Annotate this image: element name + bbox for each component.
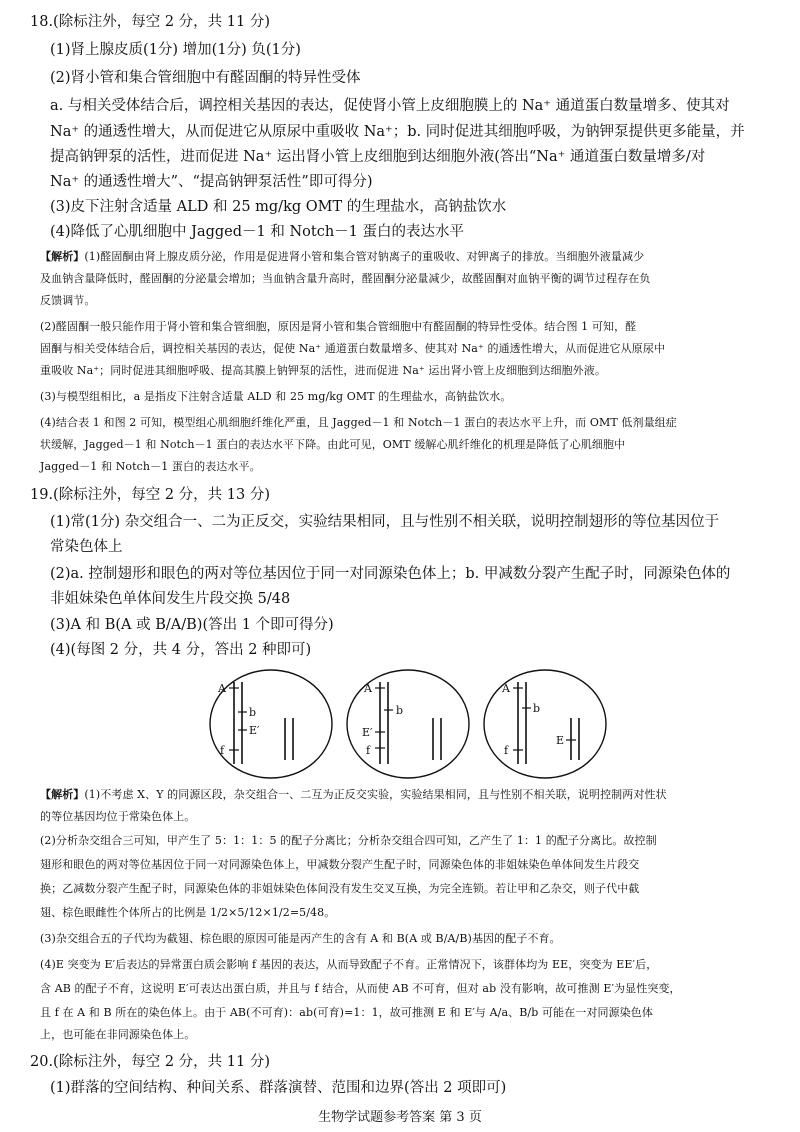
q19-answer-2-cont: 非姐妹染色单体间发生片段交换 5/48	[50, 591, 291, 607]
q19-analysis-3: (2)分析杂交组合三可知，甲产生了 5：1：1：5 的配子分离比；分析杂交组合四可知，乙产生了 1：1 的配子分离比。故控制	[40, 834, 657, 847]
gene-label-A: A	[218, 682, 226, 695]
cell-diagram-3	[484, 670, 606, 778]
q19-header: 19.(除标注外，每空 2 分，共 13 分)	[30, 487, 270, 503]
gene-label-f: f	[504, 744, 509, 757]
q18-analysis-1: 【解析】(1)醛固酮由肾上腺皮质分泌，作用是促进肾小管和集合管对钠离子的重吸收、对钾离子的排放。当细胞外液量减少	[40, 250, 645, 263]
q18-analysis-3: 反馈调节。	[40, 294, 96, 307]
q20-answer-1: (1)群落的空间结构、种间关系、群落演替、范围和边界(答出 2 项即可)	[50, 1080, 507, 1096]
q18-answer-2a-cont3: Na⁺ 的通透性增大”、“提高钠钾泵活性”即可得分)	[50, 174, 373, 190]
q19-analysis-9: 含 AB 的配子不育，这说明 E′可表达出蛋白质，并且与 f 结合，从而使 AB 不可育，但对 ab 没有影响，故可推测 E′为显性突变，	[40, 982, 681, 995]
q18-answer-4: (4)降低了心肌细胞中 Jagged－1 和 Notch－1 蛋白的表达水平	[50, 224, 465, 240]
q18-analysis-8: (4)结合表 1 和图 2 可知，模型组心肌细胞纤维化严重，且 Jagged－1 和 Notch－1 蛋白的表达水平上升，而 OMT 低剂量组症	[40, 416, 677, 429]
q19-answer-2: (2)a. 控制翅形和眼色的两对等位基因位于同一对同源染色体上；b. 甲减数分裂产生配子时，同源染色体的	[50, 566, 731, 582]
q19-answer-4: (4)(每图 2 分，共 4 分，答出 2 种即可)	[50, 642, 312, 658]
q19-analysis-8: (4)E 突变为 E′后表达的异常蛋白质会影响 f 基因的表达，从而导致配子不育。正常情况下，该群体均为 EE，突变为 EE′后，	[40, 958, 658, 971]
q20-header: 20.(除标注外，每空 2 分，共 11 分)	[30, 1054, 270, 1070]
gene-label-E: E	[556, 734, 565, 747]
analysis-label: 【解析】	[40, 250, 85, 263]
q19-analysis-11: 上，也可能在非同源染色体上。	[40, 1028, 196, 1041]
gene-label-E-prime: E′	[249, 724, 260, 737]
q19-answer-1-cont: 常染色体上	[50, 539, 123, 555]
gene-label-b: b	[533, 702, 541, 715]
gene-label-f: f	[220, 744, 225, 757]
gene-label-b: b	[249, 706, 257, 719]
q18-analysis-10: Jagged－1 和 Notch－1 蛋白的表达水平。	[40, 460, 261, 473]
q19-analysis-5: 换；乙减数分裂产生配子时，同源染色体的非姐妹染色体间没有发生交叉互换，为完全连锁。若让甲和乙杂交，则子代中截	[40, 882, 640, 895]
q19-analysis-10: 且 f 在 A 和 B 所在的染色体上。由于 AB(不可育)：ab(可育)=1：1，故可推测 E 和 E′与 A/a、B/b 可能在一对同源染色体	[40, 1006, 653, 1019]
q19-answer-3: (3)A 和 B(A 或 B/A/B)(答出 1 个即可得分)	[50, 617, 334, 633]
q19-analysis-4: 翅形和眼色的两对等位基因位于同一对同源染色体上，甲减数分裂产生配子时，同源染色体的非姐妹染色单体间发生片段交	[40, 858, 640, 871]
chromosome-diagrams	[208, 668, 608, 780]
q19-analysis-2: 的等位基因均位于常染色体上。	[40, 810, 196, 823]
analysis-label: 【解析】	[40, 788, 85, 801]
cell-diagram-2	[347, 670, 469, 778]
q19-analysis-6: 翅、棕色眼雌性个体所占的比例是 1/2×5/12×1/2=5/48。	[40, 906, 336, 919]
cell-outline	[210, 670, 332, 778]
gene-label-A: A	[364, 682, 372, 695]
cell-diagram-1	[210, 670, 332, 778]
q18-answer-3: (3)皮下注射含适量 ALD 和 25 mg/kg OMT 的生理盐水，高钠盐饮水	[50, 199, 507, 215]
q19-analysis-1: 【解析】(1)不考虑 X、Y 的同源区段，杂交组合一、二互为正反交实验，实验结果相同，且与性别不相关联，说明控制两对性状	[40, 788, 667, 801]
q18-answer-1: (1)肾上腺皮质(1分) 增加(1分) 负(1分)	[50, 42, 301, 58]
q18-answer-2a-cont1: Na⁺ 的通透性增大，从而促进它从原尿中重吸收 Na⁺；b. 同时促进其细胞呼吸，为钠钾泵提供更多能量，并	[50, 124, 745, 140]
q18-header: 18.(除标注外，每空 2 分，共 11 分)	[30, 14, 270, 30]
q19-answer-1: (1)常(1分) 杂交组合一、二为正反交，实验结果相同，且与性别不相关联，说明控制翅形的等位基因位于	[50, 514, 720, 530]
q18-answer-2: (2)肾小管和集合管细胞中有醛固酮的特异性受体	[50, 70, 361, 86]
gene-label-f: f	[366, 744, 371, 757]
q18-analysis-9: 状缓解，Jagged－1 和 Notch－1 蛋白的表达水平下降。由此可见，OMT 缓解心肌纤维化的机理是降低了心肌细胞中	[40, 438, 626, 451]
q18-analysis-6: 重吸收 Na⁺；同时促进其细胞呼吸、提高其膜上钠钾泵的活性，进而促进 Na⁺ 运出肾小管上皮细胞到达细胞外液。	[40, 364, 606, 377]
q19-analysis-7: (3)杂交组合五的子代均为截翅、棕色眼的原因可能是丙产生的含有 A 和 B(A 或 B/A/B)基因的配子不育。	[40, 932, 561, 945]
q18-analysis-4: (2)醛固酮一般只能作用于肾小管和集合管细胞，原因是肾小管和集合管细胞中有醛固酮的特异性受体。结合图 1 可知，醛	[40, 320, 637, 333]
q18-answer-2a-cont2: 提高钠钾泵的活性，进而促进 Na⁺ 运出肾小管上皮细胞到达细胞外液(答出“Na⁺ 通道蛋白数量增多/对	[50, 149, 706, 165]
q18-analysis-7: (3)与模型组相比，a 是指皮下注射含适量 ALD 和 25 mg/kg OMT 的生理盐水，高钠盐饮水。	[40, 390, 512, 403]
gene-label-b: b	[396, 704, 404, 717]
q18-analysis-2: 及血钠含量降低时，醛固酮的分泌量会增加；当血钠含量升高时，醛固酮分泌量减少，故醛固酮对血钠平衡的调节过程存在负	[40, 272, 651, 285]
page-footer: 生物学试题参考答案 第 3 页	[318, 1110, 482, 1125]
gene-label-A: A	[502, 682, 510, 695]
q18-answer-2a: a. 与相关受体结合后，调控相关基因的表达，促使肾小管上皮细胞膜上的 Na⁺ 通道蛋白数量增多、使其对	[50, 98, 730, 114]
q18-analysis-5: 固酮与相关受体结合后，调控相关基因的表达，促使 Na⁺ 通道蛋白数量增多、使其对 Na⁺ 的通透性增大，从而促进它从原尿中	[40, 342, 666, 355]
gene-label-E-prime: E′	[362, 726, 373, 739]
chromosome-diagrams-svg	[208, 668, 608, 780]
